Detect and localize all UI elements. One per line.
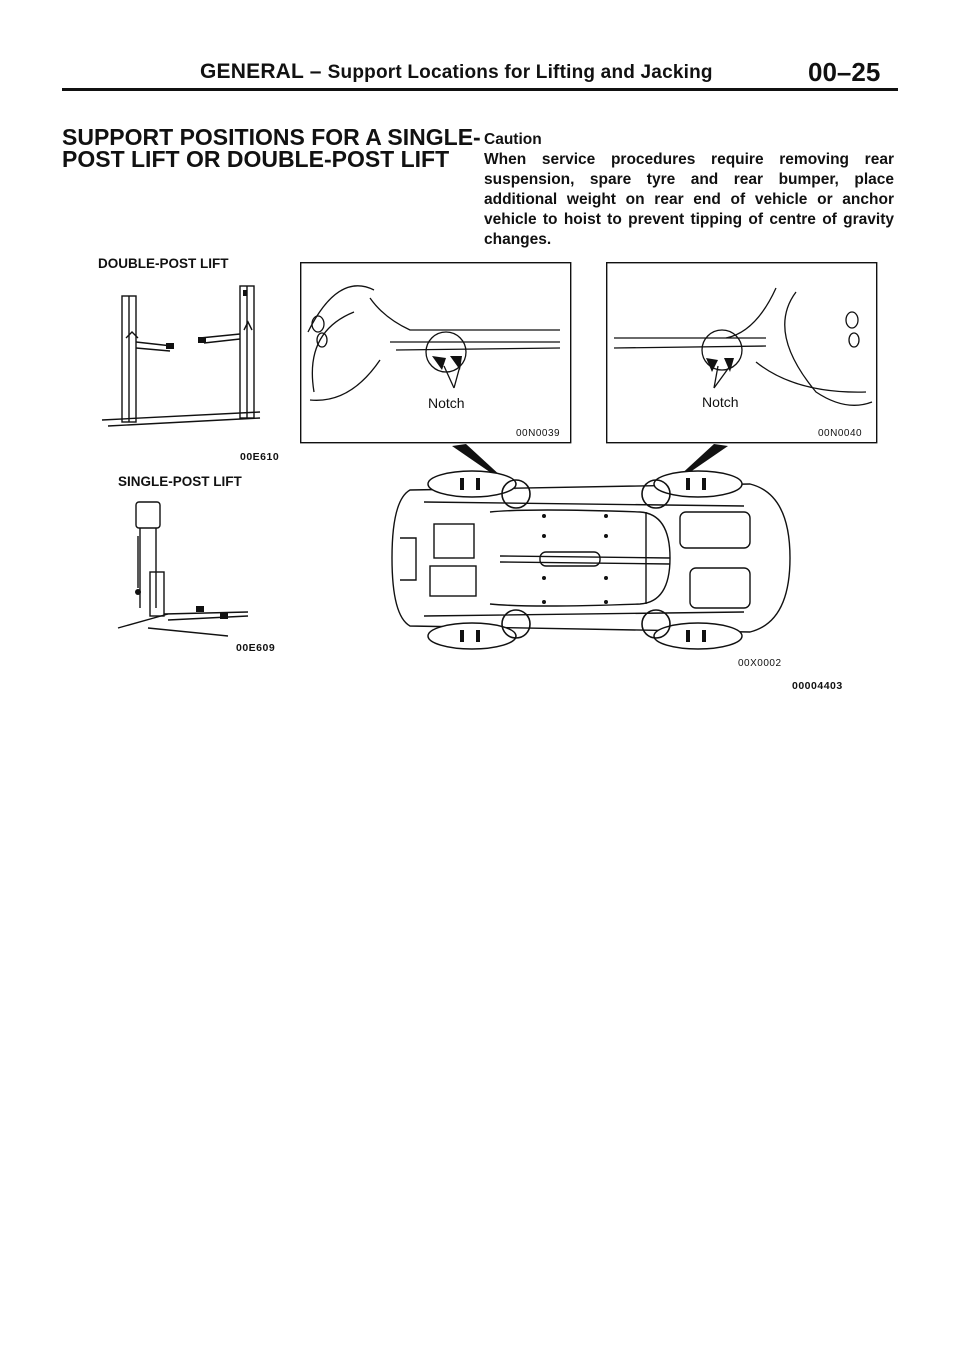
double-post-lift-illustration	[100, 280, 280, 440]
page-header-title	[200, 60, 713, 84]
front-notch-callout: Notch	[428, 395, 465, 411]
caution-note	[484, 130, 894, 250]
front-detail-code: 00N0039	[516, 428, 561, 439]
section-title: SUPPORT POSITIONS FOR A SINGLE-POST LIFT OR DOUBLE-POST LIFT	[62, 124, 481, 172]
rear-detail-code: 00N0040	[818, 428, 863, 439]
header-rule	[62, 88, 898, 91]
single-post-lift-label: SINGLE-POST LIFT	[118, 474, 242, 489]
single-post-lift-illustration	[108, 496, 258, 646]
rear-notch-callout: Notch	[702, 394, 739, 410]
front-notch-detail	[300, 262, 572, 444]
single-post-lift-code: 00E609	[236, 642, 276, 654]
caution-heading: Caution	[484, 131, 542, 148]
rear-notch-detail	[606, 262, 878, 444]
header-subtitle: Support Locations for Lifting and Jacking	[327, 62, 713, 83]
double-post-lift-label: DOUBLE-POST LIFT	[98, 256, 229, 271]
page-number: 00–25	[808, 57, 881, 87]
underbody-code: 00X0002	[738, 658, 782, 669]
header-dash: –	[303, 60, 328, 83]
caution-body: When service procedures require removing rear suspension, spare tyre and rear bumper, place additional weight on rear end of vehicle or anchor vehicle to hoist to prevent tipping of centre of gravity changes.	[484, 151, 894, 248]
figure-group-code: 00004403	[792, 680, 843, 692]
double-post-lift-code: 00E610	[240, 451, 280, 463]
vehicle-underbody-illustration	[380, 468, 800, 650]
header-title: GENERAL	[200, 60, 304, 83]
